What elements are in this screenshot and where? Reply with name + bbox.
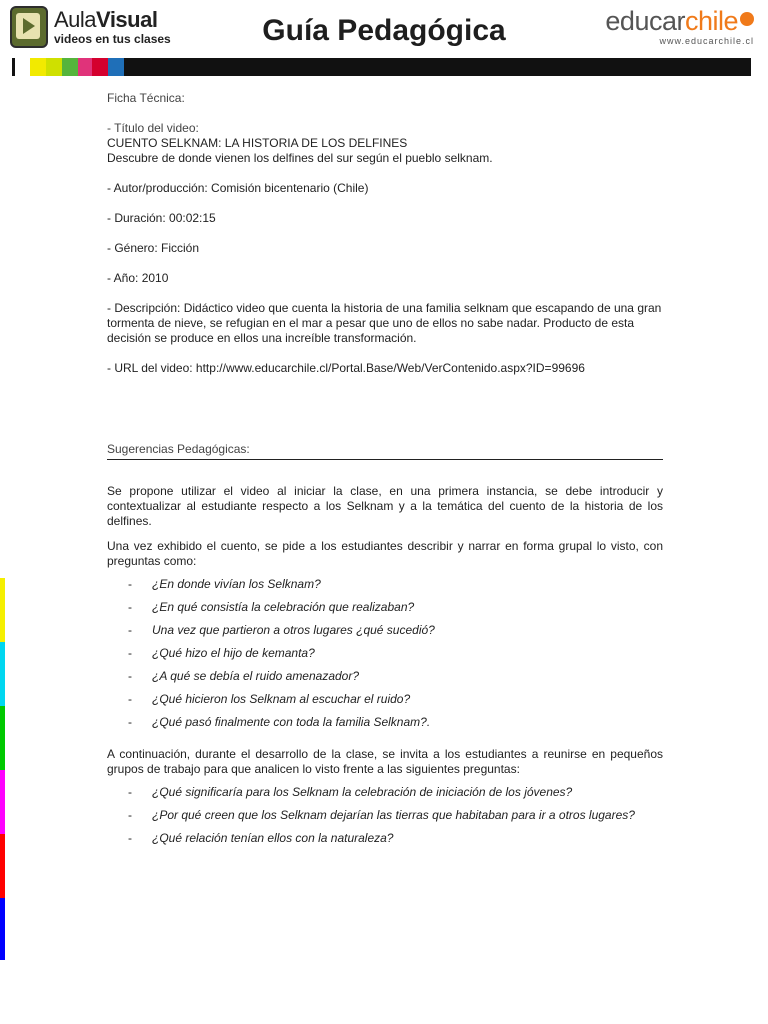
list-item: - ¿Qué hizo el hijo de kemanta?	[107, 642, 663, 665]
list-item: - ¿A qué se debía el ruido amenazador?	[107, 665, 663, 688]
titulo-sub: Descubre de donde vienen los delfines del sur según el pueblo selknam.	[107, 151, 493, 165]
bar-swatch	[62, 58, 78, 76]
url-line: - URL del video: http://www.educarchile.cl/Portal.Base/Web/VerContenido.aspx?ID=99696	[107, 361, 585, 375]
educ-brand-orange: chile	[684, 6, 738, 36]
list-item: - ¿En donde vivían los Selknam?	[107, 573, 663, 596]
bar-swatch	[78, 58, 92, 76]
bar-swatch	[46, 58, 62, 76]
educ-brand-gray: educar	[605, 6, 685, 36]
genero-line: - Género: Ficción	[107, 241, 200, 255]
list-item: - ¿Por qué creen que los Selknam dejarían las tierras que habitaban para ir a otros lugares?	[107, 804, 663, 827]
bar-tick	[12, 58, 15, 76]
autor-line: - Autor/producción: Comisión bicentenario (Chile)	[107, 181, 369, 195]
titulo-label: - Título del video:	[107, 121, 199, 135]
duracion-line: - Duración: 00:02:15	[107, 211, 216, 225]
document-body	[107, 91, 663, 850]
list-item: - ¿Qué relación tenían ellos con la naturaleza?	[107, 827, 663, 850]
strip-segment	[0, 770, 5, 834]
educ-url: www.educarchile.cl	[659, 36, 754, 46]
list-item: - ¿En qué consistía la celebración que realizaban?	[107, 596, 663, 619]
question-list-1	[107, 573, 663, 734]
list-item: - ¿Qué significaría para los Selknam la celebración de iniciación de los jóvenes?	[107, 781, 663, 804]
ficha-heading: Ficha Técnica:	[107, 91, 185, 105]
aula-tagline: videos en tus clases	[54, 32, 171, 46]
strip-segment	[0, 834, 5, 898]
list-item: - Una vez que partieron a otros lugares ¿qué sucedió?	[107, 619, 663, 642]
titulo-value: CUENTO SELKNAM: LA HISTORIA DE LOS DELFINES	[107, 136, 408, 150]
bar-swatch	[30, 58, 46, 76]
sugerencias-p1: Se propone utilizar el video al iniciar la clase, en una primera instancia, se debe introducir y contextualizar al estudiante respecto a los Selknam y a la temática del cuento de la historia de los delfines.	[107, 484, 663, 528]
strip-segment	[0, 642, 5, 706]
educarchile-logo	[605, 8, 754, 46]
educ-swirl-icon	[740, 12, 754, 26]
bar-swatch	[108, 58, 124, 76]
color-bar	[0, 58, 768, 76]
strip-segment	[0, 898, 5, 960]
sugerencias-heading: Sugerencias Pedagógicas:	[107, 442, 663, 460]
sugerencias-p2: Una vez exhibido el cuento, se pide a los estudiantes describir y narrar en forma grupal lo visto, con preguntas como:	[107, 539, 663, 568]
page-header	[0, 0, 768, 78]
list-item: - ¿Qué hicieron los Selknam al escuchar el ruido?	[107, 688, 663, 711]
question-list-2	[107, 781, 663, 850]
aula-brand-bold: Visual	[96, 7, 158, 32]
strip-segment	[0, 706, 5, 770]
anio-line: - Año: 2010	[107, 271, 169, 285]
aula-brand-light: Aula	[54, 7, 97, 32]
bar-swatch	[92, 58, 108, 76]
descripcion-line: - Descripción: Didáctico video que cuenta la historia de una familia selknam que escapando de una gran tormenta de nieve, se refugian en el mar a pesar que uno de ellos no sabe nadar. Producto de esta decisión se produce en ellos una increíble transformación.	[107, 301, 665, 345]
list-item: - ¿Qué pasó finalmente con toda la familia Selknam?.	[107, 711, 663, 734]
bar-black	[124, 58, 751, 76]
strip-segment	[0, 578, 5, 642]
page-title: Guía Pedagógica	[262, 14, 506, 47]
sugerencias-p3: A continuación, durante el desarrollo de la clase, se invita a los estudiantes a reunirse en pequeños grupos de trabajo para que analicen lo visto frente a las siguientes preguntas:	[107, 747, 663, 776]
